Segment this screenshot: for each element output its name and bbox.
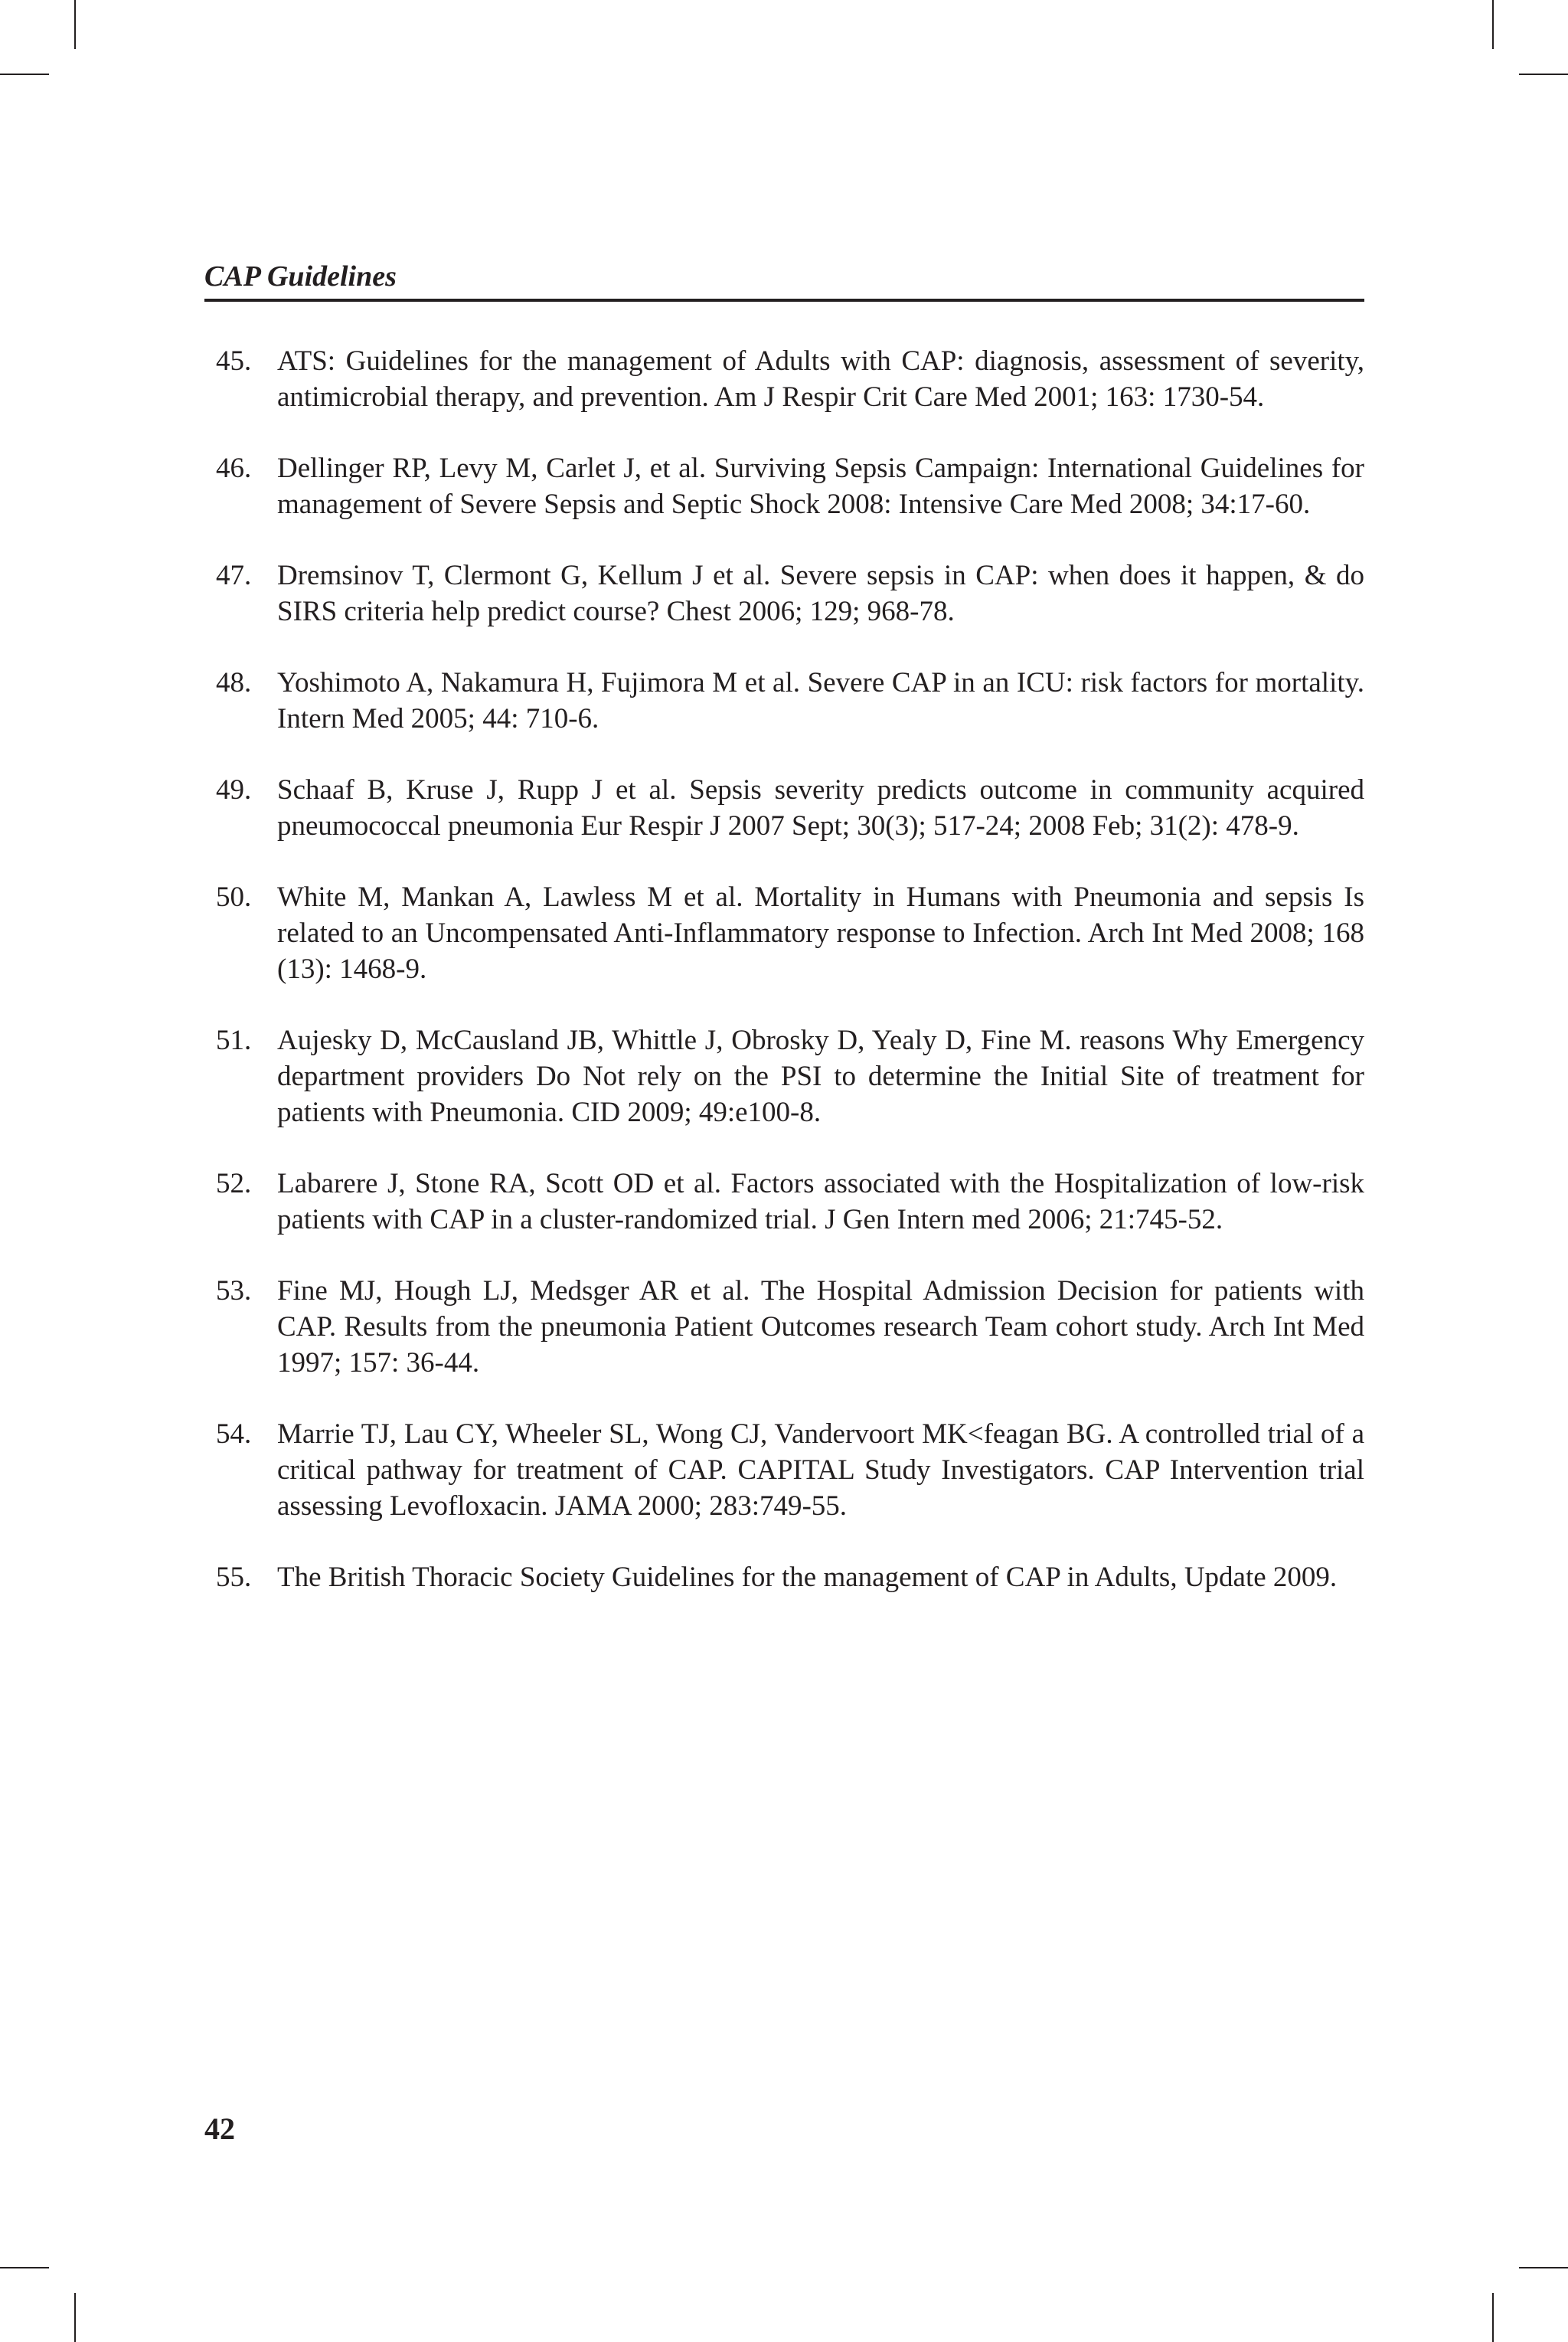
reference-number: 47. <box>216 560 252 591</box>
crop-mark-bottom-left-horizontal <box>0 2267 49 2268</box>
crop-mark-bottom-left-vertical <box>74 2293 76 2342</box>
reference-text: Aujesky D, McCausland JB, Whittle J, Obrosky D, Yealy D, Fine M. reasons Why Emergency department providers Do Not rely on the PSI to determine the Initial Site of treatment for patients with Pneumonia. CID 2009; 49:e100-8. <box>277 1025 1364 1128</box>
reference-text: Fine MJ, Hough LJ, Medsger AR et al. The Hospital Admission Decision for patients with CAP. Results from the pneumonia Patient Outcomes research Team cohort study. Arch Int Med 1997; 157: 36-44. <box>277 1275 1364 1379</box>
reference-text: Dellinger RP, Levy M, Carlet J, et al. Surviving Sepsis Campaign: International Guidelines for management of Severe Sepsis and Septic Shock 2008: Intensive Care Med 2008; 34:17-60. <box>277 453 1364 520</box>
reference-item <box>204 665 1364 737</box>
reference-item <box>204 1022 1364 1130</box>
crop-mark-top-left-vertical <box>74 0 76 49</box>
reference-item <box>204 1273 1364 1381</box>
reference-item <box>204 1166 1364 1238</box>
reference-item <box>204 343 1364 415</box>
crop-mark-bottom-right-horizontal <box>1519 2267 1568 2268</box>
reference-text: Labarere J, Stone RA, Scott OD et al. Factors associated with the Hospitalization of low-risk patients with CAP in a cluster-randomized trial. J Gen Intern med 2006; 21:745-52. <box>277 1168 1364 1235</box>
reference-item <box>204 558 1364 630</box>
reference-number: 48. <box>216 667 252 698</box>
reference-text: The British Thoracic Society Guidelines for the management of CAP in Adults, Update 2009. <box>277 1562 1338 1593</box>
reference-item <box>204 450 1364 522</box>
reference-text: White M, Mankan A, Lawless M et al. Mortality in Humans with Pneumonia and sepsis Is related to an Uncompensated Anti-Inflammatory response to Infection. Arch Int Med 2008; 168 (13): 1468-9. <box>277 882 1364 985</box>
reference-item <box>204 1416 1364 1524</box>
crop-mark-top-right-vertical <box>1492 0 1494 49</box>
crop-mark-bottom-right-vertical <box>1492 2293 1494 2342</box>
reference-text: ATS: Guidelines for the management of Adults with CAP: diagnosis, assessment of severity, antimicrobial therapy, and prevention. Am J Respir Crit Care Med 2001; 163: 1730-54. <box>277 345 1364 413</box>
reference-text: Schaaf B, Kruse J, Rupp J et al. Sepsis severity predicts outcome in community acquired pneumococcal pneumonia Eur Respir J 2007 Sept; 30(3); 517-24; 2008 Feb; 31(2): 478-9. <box>277 774 1364 842</box>
crop-mark-top-left-horizontal <box>0 74 49 75</box>
running-header-title: CAP Guidelines <box>204 260 397 293</box>
reference-number: 54. <box>216 1418 252 1450</box>
reference-list <box>204 343 1364 1631</box>
reference-text: Marrie TJ, Lau CY, Wheeler SL, Wong CJ, Vandervoort MK<feagan BG. A controlled trial of a critical pathway for treatment of CAP. CAPITAL Study Investigators. CAP Intervention trial assessing Levofloxacin. JAMA 2000; 283:749-55. <box>277 1418 1364 1522</box>
reference-number: 49. <box>216 774 252 806</box>
reference-item <box>204 1559 1364 1595</box>
reference-text: Dremsinov T, Clermont G, Kellum J et al. Severe sepsis in CAP: when does it happen, & do SIRS criteria help predict course? Chest 2006; 129; 968-78. <box>277 560 1364 627</box>
header-rule <box>204 299 1364 302</box>
reference-number: 46. <box>216 453 252 484</box>
reference-number: 53. <box>216 1275 252 1307</box>
reference-number: 51. <box>216 1025 252 1056</box>
reference-text: Yoshimoto A, Nakamura H, Fujimora M et al. Severe CAP in an ICU: risk factors for mortality. Intern Med 2005; 44: 710-6. <box>277 667 1364 734</box>
crop-mark-top-right-horizontal <box>1519 74 1568 75</box>
reference-item <box>204 772 1364 844</box>
reference-number: 45. <box>216 345 252 377</box>
reference-number: 52. <box>216 1168 252 1199</box>
reference-number: 50. <box>216 882 252 913</box>
reference-number: 55. <box>216 1562 252 1593</box>
reference-item <box>204 879 1364 987</box>
page-number: 42 <box>204 2111 235 2146</box>
